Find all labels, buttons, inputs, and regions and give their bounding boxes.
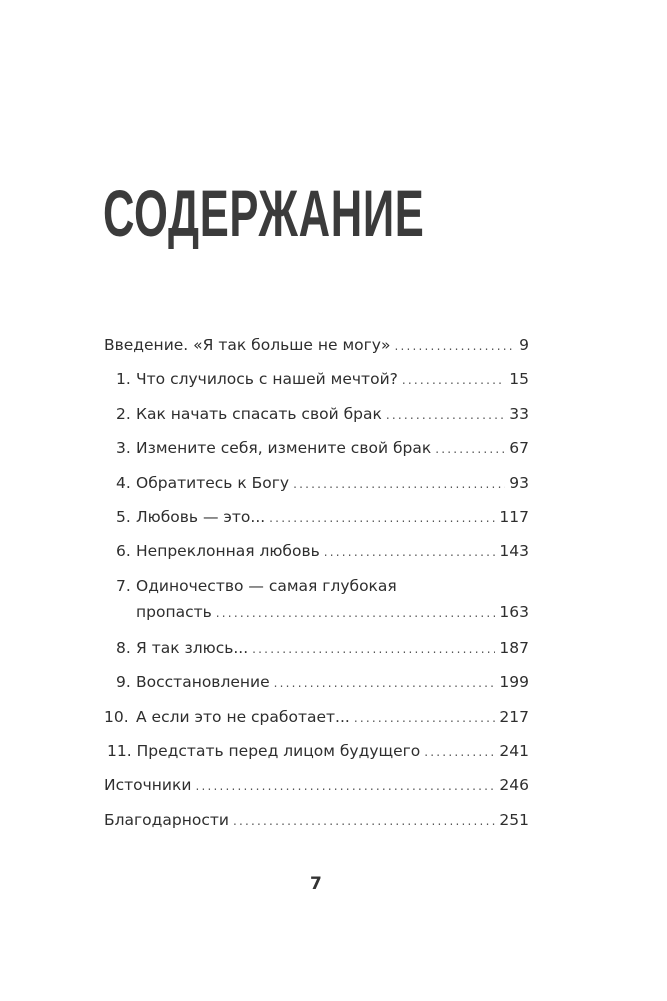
dot-leader: [252, 642, 495, 656]
entry-page: 251: [499, 810, 529, 829]
toc-entry[interactable]: [104, 639, 529, 673]
toc-entry[interactable]: [104, 439, 529, 473]
toc-entry[interactable]: [104, 776, 529, 810]
entry-title: А если это не сработает...: [136, 707, 350, 726]
entry-title: Введение. «Я так больше не могу»: [104, 336, 391, 354]
entry-number: 6.: [116, 542, 131, 561]
toc-entry[interactable]: [104, 673, 529, 707]
entry-page: 143: [499, 542, 529, 561]
entry-number: 7.: [116, 576, 131, 595]
entry-number: 9.: [116, 673, 131, 692]
entry-page: 67: [509, 439, 529, 458]
entry-page: 93: [509, 473, 529, 492]
entry-title: Я так злюсь...: [136, 638, 249, 657]
dot-leader: [324, 545, 496, 559]
entry-number: 1.: [116, 370, 131, 389]
entry-title: Одиночество — самая глубокая: [136, 576, 397, 595]
entry-title-continued: пропасть: [136, 602, 212, 621]
toc-entry[interactable]: [104, 577, 529, 639]
entry-title: Благодарности: [104, 810, 229, 829]
toc-entry[interactable]: [104, 742, 529, 776]
entry-number: 2.: [116, 404, 131, 423]
entry-page: 199: [499, 673, 529, 692]
entry-page: 163: [499, 602, 529, 621]
dot-leader: [233, 814, 495, 828]
entry-number: 11.: [107, 741, 132, 760]
entry-number: 3.: [116, 439, 131, 458]
entry-title: Обратитесь к Богу: [136, 473, 290, 492]
entry-number: 10.: [104, 707, 129, 726]
toc-entry[interactable]: [104, 405, 529, 439]
table-of-contents: [104, 336, 529, 845]
entry-page: 217: [499, 707, 529, 726]
page-number: 7: [310, 874, 322, 894]
dot-leader: [394, 339, 515, 353]
dot-leader: [195, 779, 495, 793]
entry-title: Как начать спасать свой брак: [136, 404, 382, 423]
dot-leader: [402, 373, 505, 387]
dot-leader: [293, 477, 505, 491]
dot-leader: [269, 511, 495, 525]
entry-page: 9: [519, 336, 529, 354]
page-title: СОДЕРЖАНИЕ: [103, 176, 425, 250]
entry-number: 5.: [116, 507, 131, 526]
entry-title: Что случилось с нашей мечтой?: [136, 370, 398, 389]
entry-title: Непреклонная любовь: [136, 542, 320, 561]
entry-title: Измените себя, измените свой брак: [136, 439, 432, 458]
entry-title: Источники: [104, 776, 192, 795]
toc-entry[interactable]: [104, 474, 529, 508]
dot-leader: [386, 408, 505, 422]
entry-number: 4.: [116, 473, 131, 492]
entry-page: 33: [509, 404, 529, 423]
dot-leader: [274, 676, 496, 690]
toc-entry[interactable]: [104, 542, 529, 576]
entry-page: 241: [499, 741, 529, 760]
dot-leader: [354, 711, 496, 725]
dot-leader: [435, 442, 505, 456]
dot-leader: [216, 606, 496, 620]
toc-entry[interactable]: [104, 336, 529, 370]
entry-title: Любовь — это...: [136, 507, 266, 526]
dot-leader: [424, 745, 495, 759]
entry-page: 15: [509, 370, 529, 389]
toc-entry[interactable]: [104, 508, 529, 542]
entry-page: 246: [499, 776, 529, 795]
entry-page: 117: [499, 507, 529, 526]
entry-title: Восстановление: [136, 673, 270, 692]
entry-page: 187: [499, 638, 529, 657]
toc-entry[interactable]: [104, 708, 529, 742]
entry-number: 8.: [116, 638, 131, 657]
toc-entry[interactable]: [104, 370, 529, 404]
entry-title: Предстать перед лицом будущего: [136, 741, 421, 760]
toc-entry[interactable]: [104, 811, 529, 845]
